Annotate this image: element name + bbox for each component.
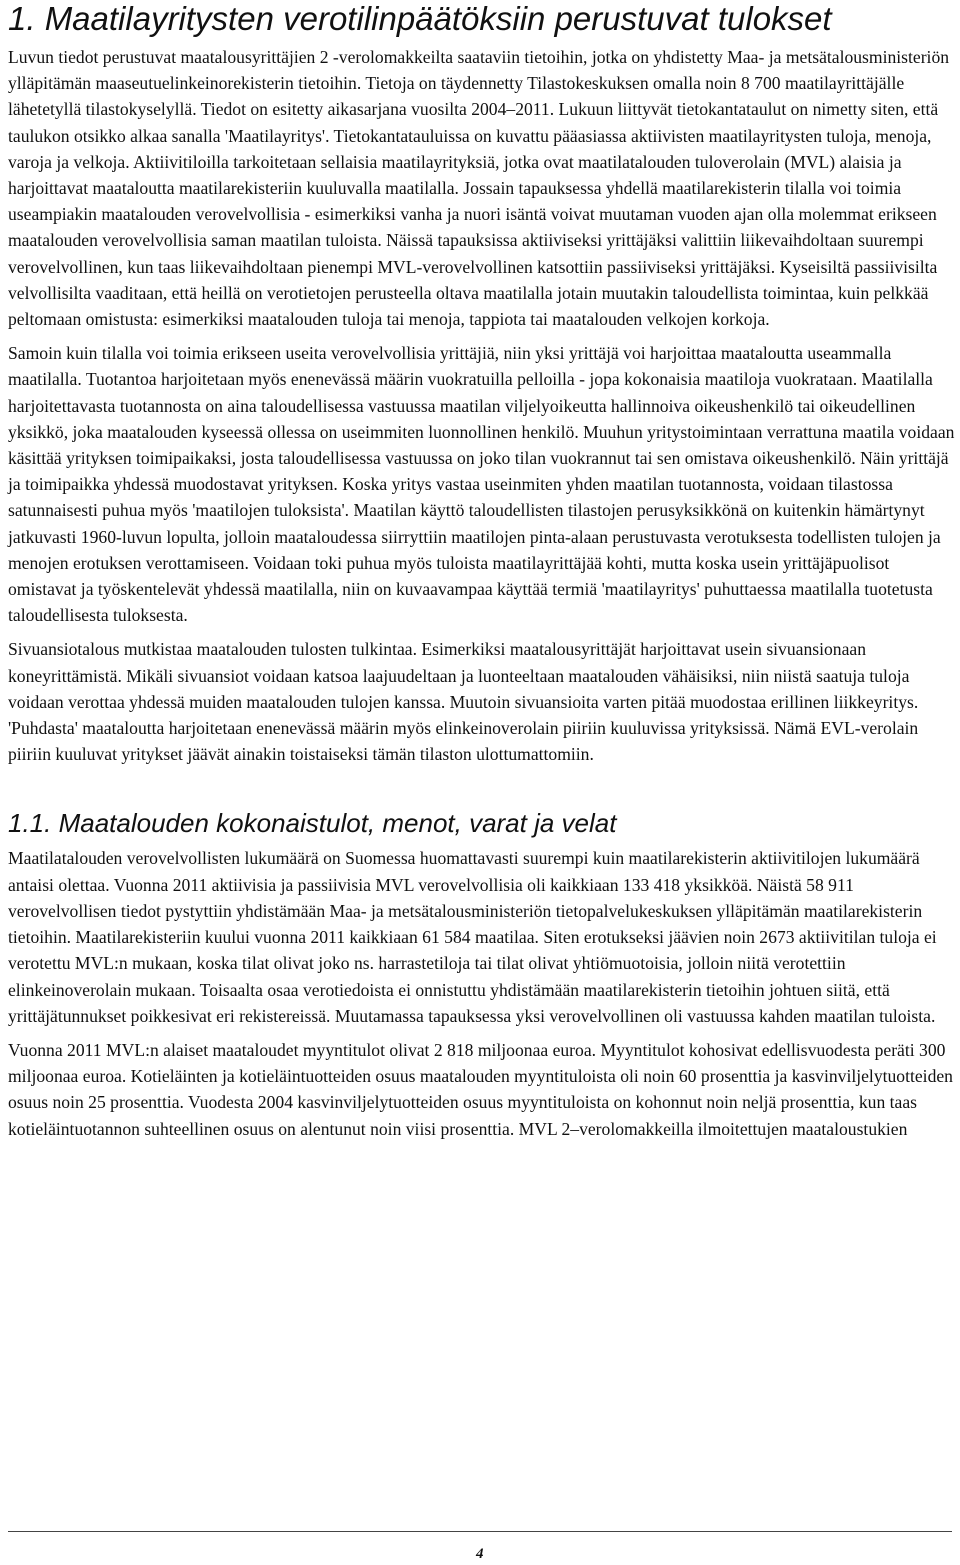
paragraph: Sivuansiotalous mutkistaa maatalouden tulosten tulkintaa. Esimerkiksi maatalousyrittäjät harjoittavat usein sivuansionaan koneyrittämistä. Mikäli sivuansiot voidaan katsoa laajuudeltaan ja luonteeltaan maatalouden vähäisiksi, niin niistä saatuja tuloja voidaan verottaa yhdessä muiden maatalouden tulojen kanssa. Muutoin sivuansioita varten pitää muodostaa erillinen liikkeyritys. 'Puhdasta' maataloutta harjoitetaan enenevässä määrin myös elinkeinoverolain piiriin kuuluvissa yrityksissä. Nämä EVL-verolain piiriin kuuluvat yritykset jäävät ainakin toistaiseksi tämän tilaston ulottumattomiin.: [8, 639, 919, 765]
paragraph: Luvun tiedot perustuvat maatalousyrittäjien 2 -verolomakkeilta saataviin tietoihin, jotka on yhdistetty Maa- ja metsätalousministeriön ylläpitämän maaseutuelinkeinorekisterin tietoihin. Tietoja on täydennetty Tilastokeskuksen omalla noin 8 700 maatilayrittäjälle lähetetyllä tilastokyselyllä. Tiedot on esitetty aikasarjana vuosilta 2004–2011. Lukuun liittyvät tietokantataulut on nimetty siten, että taulukon otsikko alkaa sanalla 'Maatilayritys'. Tietokantatauluissa on kuvattu pääasiassa aktiivisten maatilayritysten tuloja, menoja, varoja ja velkoja. Aktiivitiloilla tarkoitetaan sellaisia maatilayrityksiä, jotka ovat maatilatalouden tuloverolain (MVL) alaisia ja harjoittavat maataloutta maatilarekisteriin kuuluvalla maatilalla. Jossain tapauksessa yhdellä maatilarekisterin tilalla voi toimia useampiakin maatalouden verovelvollisia - esimerkiksi vanha ja nuori isäntä voivat muutaman vuoden ajan olla molemmat erikseen maatalouden verovelvollisia saman maatilan tuloista. Näissä tapauksissa aktiiviseksi yrittäjäksi valittiin liikevaihdoltaan suurempi verovelvollinen, kun taas liikevaihdoltaan pienempi MVL-verovelvollinen katsottiin passiiviseksi yrittäjäksi. Kyseisiltä passiivisilta velvollisilta vaaditaan, että heillä on verotietojen perusteella oltava maatilalla jotain muutakin taloudellista toimintaa, kuin pelkkää peltomaan omistusta: esimerkiksi maatalouden tuloja tai menoja, tappiota tai maatalouden velkojen korkoja.: [8, 47, 950, 330]
footer-divider: [8, 1531, 952, 1532]
page-number: 4: [476, 1546, 484, 1562]
paragraph: Samoin kuin tilalla voi toimia erikseen useita verovelvollisia yrittäjiä, niin yksi yrittäjä voi harjoittaa maataloutta useammalla maatilalla. Tuotantoa harjoitetaan myös enenevässä määrin vuokratuilla pelloilla - jopa kokonaisia maatiloja vuokrataan. Maatilalla harjoitettavasta tuotannosta on aina taloudellisessa vastuussa maatilan viljelyoikeutta hallinnoiva oikeushenkilö tai oikeudellinen yksikkö, joka maatalouden kyseessä ollessa on useimmiten luonnollinen henkilö. Muuhun yritystoimintaan verrattuna maatila voidaan käsittää yrityksen toimipaikaksi, josta taloudellisessa vastuussa on joko tilan vuokrannut tai sen omistava oikeushenkilö. Näin yrittäjä ja toimipaikka yhdessä muodostavat yrityksen. Koska yritys vastaa useinmiten yhden maatilan tuotannosta, voidaan tilastossa satunnaisesti puhua myös 'maatilojen tuloksista'. Maatilan käyttö taloudellisten tilastojen perusyksikkönä on kuitenkin hämärtynyt jatkuvasti 1960-luvun lopulta, jolloin maataloudessa siirryttiin maatilojen pinta-alaan perustuvasta verotuksesta todellisten tulojen ja menojen erotuksen verottamiseen. Voidaan toki puhua myös tuloista maatilayrittäjää kohti, mutta koska usein yrittäjäpuolisot omistavat ja työskentelevät yhdessä maatilalla, niin on kuvaavampaa käyttää termiä 'maatilayritys' puhuttaessa maatilalla tuotetusta taloudellisesta tuloksesta.: [8, 343, 955, 626]
section-heading: 1. Maatilayritysten verotilinpäätöksiin perustuvat tulokset: [8, 0, 832, 37]
paragraph: Vuonna 2011 MVL:n alaiset maataloudet myyntitulot olivat 2 818 miljoonaa euroa. Myyntitulot kohosivat edellisvuodesta peräti 300 miljoonaa euroa. Kotieläinten ja kotieläintuotteiden osuus maatalouden myyntituloista oli noin 60 prosenttia ja kasvinviljelytuotteiden osuus noin 25 prosenttia. Vuodesta 2004 kasvinviljelytuotteiden osuus myyntituloista on kohonnut noin neljä prosenttia, kun taas kotieläintuotannon suhteellinen osuus on alentunut noin viisi prosenttia. MVL 2–verolomakkeilla ilmoitettujen maataloustukien: [8, 1039, 953, 1139]
document-page: [8, 0, 956, 1150]
paragraph: Maatilatalouden verovelvollisten lukumäärä on Suomessa huomattavasti suurempi kuin maatilarekisterin aktiivitilojen lukumäärä antaisi olettaa. Vuonna 2011 aktiivisia ja passiivisia MVL verovelvollisia oli kaikkiaan 133 418 yksikköä. Näistä 58 911 verovelvollisen tiedot pystyttiin yhdistämään Maa- ja metsätalousministeriön tietopalvelukeskuksen ylläpitämän maatilarekisterin tietoihin. Maatilarekisteriin kuului vuonna 2011 kaikkiaan 61 584 maatilaa. Siten erotukseksi jäävien noin 2673 aktiivitilan tuloja ei verotettu MVL:n mukaan, koska tilat olivat joko ns. harrastetiloja tai tilat olivat yhtiömuotoisia, jolloin niitä verotettiin elinkeinoverolain mukaan. Toisaalta osaa verotiedoista ei onnistuttu yhdistämään maatilarekisterin tietoihin johtuen siitä, että yrittäjätunnukset poikkesivat eri rekistereissä. Muutamassa tapauksessa yksi verovelvollinen oli vastuussa kahden maatilan tuloista.: [8, 848, 937, 1026]
subsection-heading: 1.1. Maatalouden kokonaistulot, menot, varat ja velat: [8, 808, 617, 839]
